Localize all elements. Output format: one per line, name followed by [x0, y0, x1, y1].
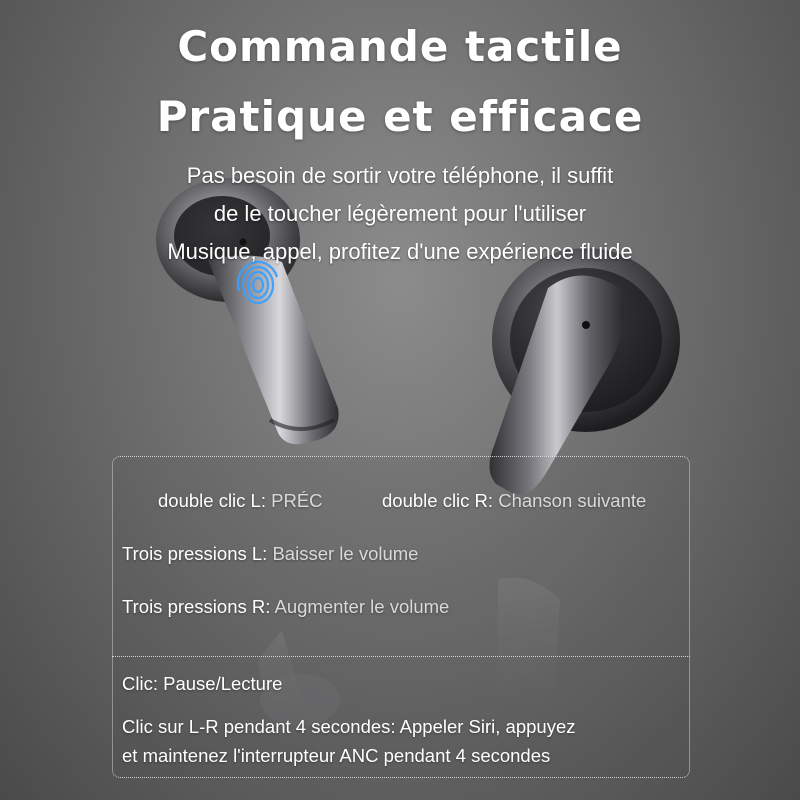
- page-title-line2: Pratique et efficace: [156, 92, 644, 141]
- triple-press-right-value: Augmenter le volume: [274, 596, 450, 617]
- triple-press-left: [122, 543, 418, 565]
- triple-press-right: [122, 596, 449, 618]
- double-click-left-label: double clic L:: [158, 490, 266, 511]
- double-click-right-label: double clic R:: [382, 490, 494, 511]
- double-click-right: [382, 490, 646, 512]
- triple-press-left-label: Trois pressions L:: [122, 543, 268, 564]
- click-pause-play: Clic: Pause/Lecture: [122, 673, 283, 694]
- triple-press-left-value: Baisser le volume: [272, 543, 419, 564]
- subtitle-line1: Pas besoin de sortir votre téléphone, il suffit: [186, 163, 614, 188]
- double-click-right-value: Chanson suivante: [498, 490, 647, 511]
- triple-press-right-label: Trois pressions R:: [122, 596, 271, 617]
- subtitle-line2: de le toucher légèrement pour l'utiliser: [213, 201, 587, 226]
- panel-divider: [112, 656, 690, 657]
- hold-siri-line2: et maintenez l'interrupteur ANC pendant 4 secondes: [122, 745, 551, 766]
- subtitle-line3: Musique, appel, profitez d'une expérience fluide: [167, 239, 633, 264]
- double-click-left: [158, 490, 323, 512]
- page-title-line1: Commande tactile: [177, 22, 623, 71]
- double-click-left-value: PRÉC: [271, 490, 323, 511]
- hold-siri-line1: Clic sur L-R pendant 4 secondes: Appeler Siri, appuyez: [122, 716, 576, 737]
